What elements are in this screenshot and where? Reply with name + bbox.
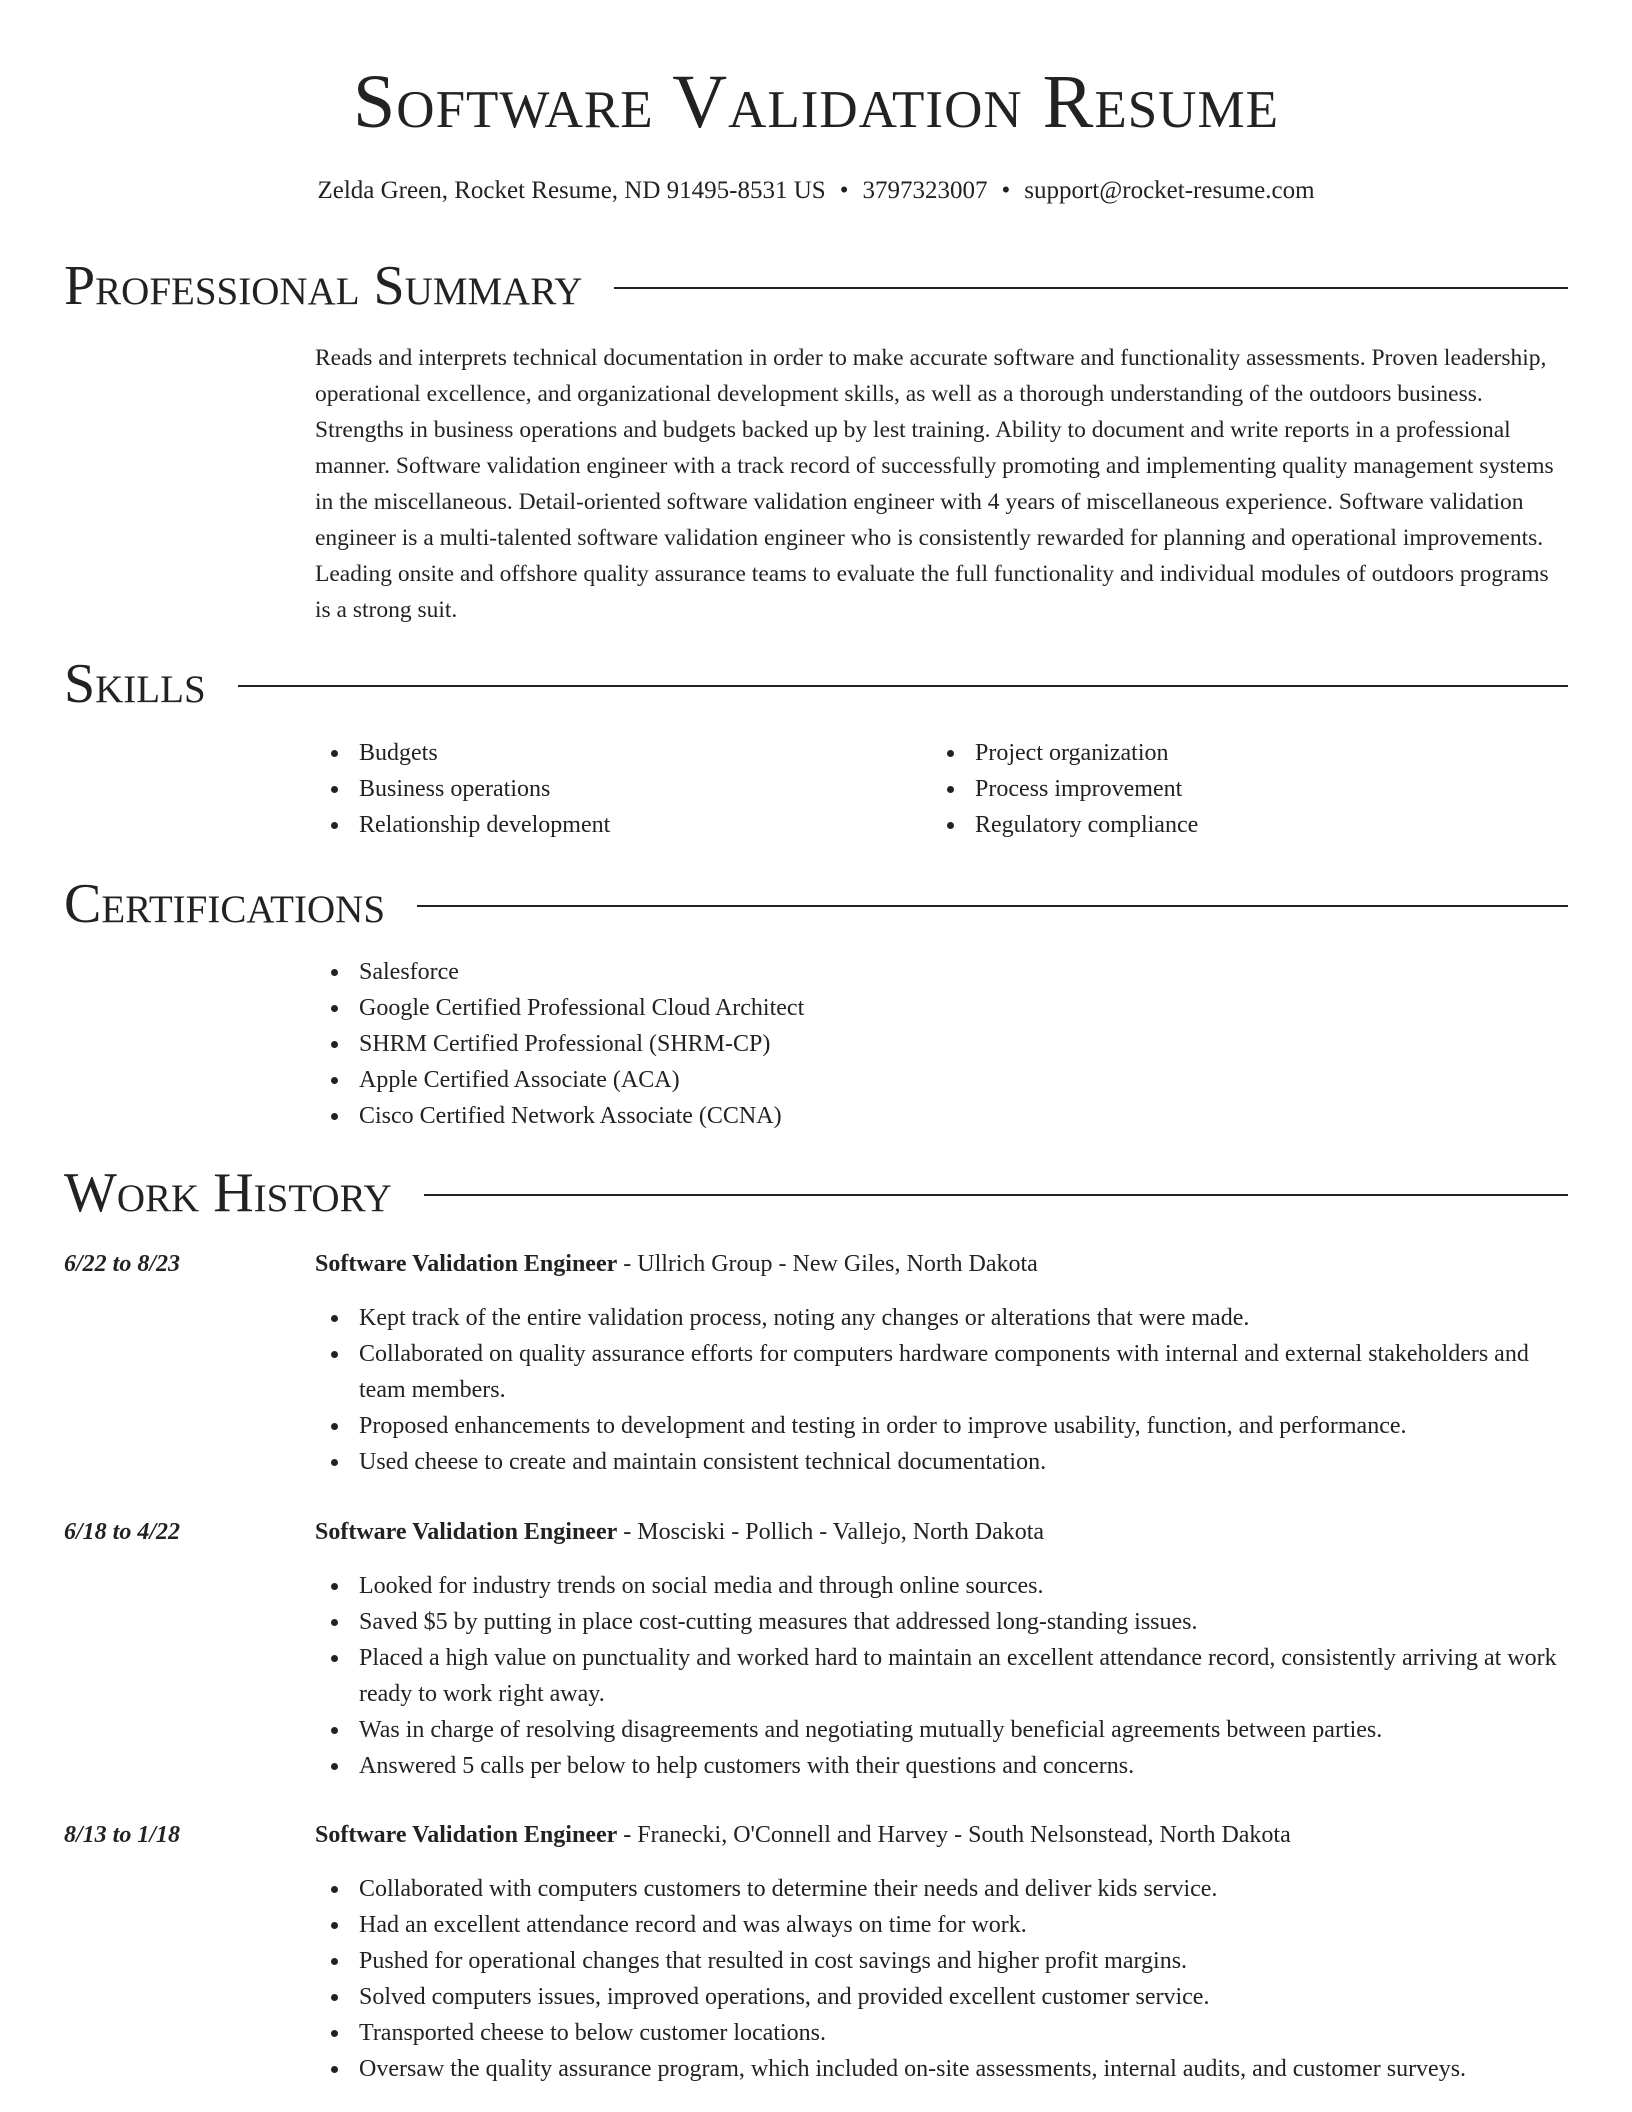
skill-item: Process improvement (931, 771, 1531, 807)
job-duty: Transported cheese to below customer locations. (315, 2015, 1570, 2051)
job-title: Software Validation Engineer (315, 1822, 618, 1848)
job-heading (315, 1817, 1291, 1853)
job-heading (315, 1246, 1038, 1282)
section-header-skills (64, 654, 1568, 714)
section-title-summary: Professional Summary (64, 255, 583, 317)
section-divider (238, 685, 1568, 687)
job-duties-list (315, 1300, 1570, 1480)
skills-list-right (931, 735, 1531, 843)
job-title: Software Validation Engineer (315, 1519, 618, 1545)
job-duty: Placed a high value on punctuality and worked hard to maintain an excellent attendance record, consistently arriving at work ready to work right away. (315, 1640, 1570, 1712)
skill-item: Business operations (315, 771, 915, 807)
contact-address: Zelda Green, Rocket Resume, ND 91495-8531 US (317, 177, 826, 204)
job-duty: Looked for industry trends on social media and through online sources. (315, 1568, 1570, 1604)
section-divider (614, 287, 1568, 289)
section-header-summary (64, 256, 1568, 316)
job-duty: Collaborated on quality assurance efforts for computers hardware components with internal and external stakeholders and team members. (315, 1336, 1570, 1408)
job-duty: Used cheese to create and maintain consistent technical documentation. (315, 1444, 1570, 1480)
job-duty: Oversaw the quality assurance program, which included on-site assessments, internal audits, and customer surveys. (315, 2051, 1570, 2087)
section-title-certifications: Certifications (64, 873, 386, 935)
section-title-skills: Skills (64, 653, 206, 715)
job-dates: 8/13 to 1/18 (64, 1822, 181, 1848)
summary-text: Reads and interprets technical documentation in order to make accurate software and functionality assessments. Proven leadership, operational excellence, and organizational development skills, as well as a thorough understanding of the outdoors business. Strengths in business operations and budgets backed up by lest training. Ability to document and write reports in a professional manner. Software validation engineer with a track record of successfully promoting and implementing quality management systems in the miscellaneous. Detail-oriented software validation engineer with 4 years of miscellaneous experience. Software validation engineer is a multi-talented software validation engineer who is consistently rewarded for planning and operational improvements. Leading onsite and offshore quality assurance teams to evaluate the full functionality and individual modules of outdoors programs is a strong suit. (315, 345, 1554, 623)
contact-line (0, 176, 1632, 206)
section-divider (424, 1194, 1568, 1196)
skill-item: Project organization (931, 735, 1531, 771)
job-title: Software Validation Engineer (315, 1251, 618, 1277)
certification-item: Apple Certified Associate (ACA) (315, 1062, 1515, 1098)
job-duty: Collaborated with computers customers to determine their needs and deliver kids service. (315, 1871, 1570, 1907)
certification-item: SHRM Certified Professional (SHRM-CP) (315, 1026, 1515, 1062)
job-heading (315, 1514, 1044, 1550)
job-duty: Answered 5 calls per below to help customers with their questions and concerns. (315, 1748, 1570, 1784)
certification-item: Google Certified Professional Cloud Architect (315, 990, 1515, 1026)
section-header-work-history (64, 1163, 1568, 1223)
certification-item: Salesforce (315, 954, 1515, 990)
contact-email[interactable]: support@rocket-resume.com (1024, 177, 1315, 204)
job-duty: Proposed enhancements to development and testing in order to improve usability, function, and performance. (315, 1408, 1570, 1444)
section-header-certifications (64, 874, 1568, 934)
job-duty: Solved computers issues, improved operations, and provided excellent customer service. (315, 1979, 1570, 2015)
job-employer-location: - Franecki, O'Connell and Harvey - South Nelsonstead, North Dakota (617, 1822, 1291, 1848)
certifications-list (315, 954, 1515, 1134)
job-duty: Saved $5 by putting in place cost-cutting measures that addressed long-standing issues. (315, 1604, 1570, 1640)
job-duty: Pushed for operational changes that resulted in cost savings and higher profit margins. (315, 1943, 1570, 1979)
contact-phone: 3797323007 (862, 177, 988, 204)
job-employer-location: - Mosciski - Pollich - Vallejo, North Dakota (617, 1519, 1045, 1545)
contact-separator: • (1001, 177, 1011, 204)
section-title-work-history: Work History (64, 1162, 392, 1224)
job-employer-location: - Ullrich Group - New Giles, North Dakota (617, 1251, 1038, 1277)
skills-list-left (315, 735, 915, 843)
resume-title: Software Validation Resume (353, 60, 1279, 144)
job-duty: Kept track of the entire validation process, noting any changes or alterations that were made. (315, 1300, 1570, 1336)
skill-item: Relationship development (315, 807, 915, 843)
job-dates: 6/18 to 4/22 (64, 1519, 181, 1545)
contact-separator: • (839, 177, 849, 204)
job-duties-list (315, 1568, 1570, 1784)
skill-item: Regulatory compliance (931, 807, 1531, 843)
certification-item: Cisco Certified Network Associate (CCNA) (315, 1098, 1515, 1134)
job-duty: Had an excellent attendance record and was always on time for work. (315, 1907, 1570, 1943)
job-duty: Was in charge of resolving disagreements and negotiating mutually beneficial agreements between parties. (315, 1712, 1570, 1748)
skill-item: Budgets (315, 735, 915, 771)
job-duties-list (315, 1871, 1570, 2087)
section-divider (417, 905, 1568, 907)
job-dates: 6/22 to 8/23 (64, 1251, 181, 1277)
